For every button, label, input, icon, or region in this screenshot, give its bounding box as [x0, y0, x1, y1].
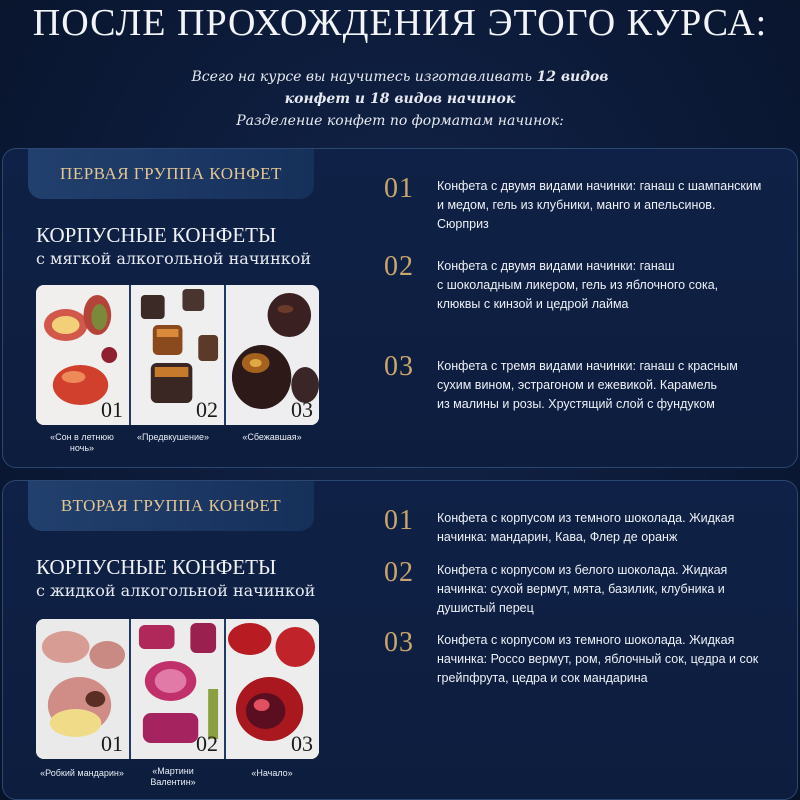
group-1-item-3-text: Конфета с тремя видами начинки: ганаш с красным сухим вином, эстрагоном и ежевикой. Карамель из малины и розы. Хрустящий слой с фундуком: [437, 359, 738, 411]
intro-line-2-bold: конфет и 18 видов начинок: [284, 91, 516, 107]
candy-photo-2-1: [36, 619, 131, 759]
group-1-photo-strip: [36, 285, 319, 425]
group-2-item-1-number: 01: [384, 505, 414, 536]
group-2-item-3-number: 03: [384, 627, 414, 658]
candy-photo-1-3-number: 03: [291, 397, 313, 422]
candy-photo-1-1-number: 01: [101, 397, 123, 422]
candy-photo-2-1-number: 01: [101, 731, 123, 756]
candy-caption-1-2: «Предвкушение»: [136, 432, 210, 442]
candy-photo-2-3-number: 03: [291, 731, 313, 756]
intro-text: [0, 66, 800, 132]
intro-line-2: [0, 88, 800, 110]
intro-line-3: Разделение конфет по форматам начинок:: [236, 113, 564, 129]
group-tab-2: ВТОРАЯ ГРУППА КОНФЕТ: [28, 481, 314, 531]
group-1-title: КОРПУСНЫЕ КОНФЕТЫ: [36, 223, 277, 247]
group-2-item-1-text: Конфета с корпусом из темного шоколада. Жидкая начинка: мандарин, Кава, Флер де оранж: [437, 511, 735, 544]
candy-caption-2-3: «Начало»: [251, 768, 293, 778]
group-card-2: [2, 480, 798, 800]
group-2-photo-strip: [36, 619, 319, 759]
candy-photo-2-3: [226, 619, 319, 759]
candy-caption-2-2: «Мартини Валентин»: [150, 766, 196, 787]
group-1-item-2-number: 02: [384, 251, 414, 282]
group-card-1: [2, 148, 798, 468]
group-1-item-2-text: Конфета с двумя видами начинки: ганаш с шоколадным ликером, гель из яблочного сока, клюквы с кинзой и цедрой лайма: [437, 259, 719, 311]
group-1-item-1-number: 01: [384, 173, 414, 204]
group-tab-1: ПЕРВАЯ ГРУППА КОНФЕТ: [28, 149, 314, 199]
intro-line-1-plain: Всего на курсе вы научитесь изготавливать: [191, 69, 533, 85]
intro-line-1-bold: 12 видов: [536, 69, 609, 85]
candy-photo-1-2-number: 02: [196, 397, 218, 422]
page-heading: ПОСЛЕ ПРОХОЖДЕНИЯ ЭТОГО КУРСА:: [32, 2, 768, 44]
group-2-subtitle: с жидкой алкогольной начинкой: [36, 581, 316, 600]
candy-photo-1-1: [36, 285, 131, 425]
candy-photo-2-2-number: 02: [196, 731, 218, 756]
candy-photo-1-3: [226, 285, 319, 425]
group-2-item-3-text: Конфета с корпусом из темного шоколада. Жидкая начинка: Россо вермут, ром, яблочный сок, цедра и сок грейпфрута, цедра и сок мандарина: [437, 633, 759, 685]
group-1-subtitle: с мягкой алкогольной начинкой: [36, 249, 312, 268]
group-2-item-2-text: Конфета с корпусом из белого шоколада. Жидкая начинка: сухой вермут, мята, базилик, клубника и душистый перец: [437, 563, 728, 615]
intro-line-1: [0, 66, 800, 88]
group-1-item-1-text: Конфета с двумя видами начинки: ганаш с шампанским и медом, гель из клубники, манго и апельсинов. Сюрприз: [437, 179, 762, 231]
group-2-title: КОРПУСНЫЕ КОНФЕТЫ: [36, 555, 277, 579]
group-2-item-2-number: 02: [384, 557, 414, 588]
candy-photo-1-2: [131, 285, 226, 425]
candy-caption-1-3: «Сбежавшая»: [242, 432, 302, 442]
group-1-item-3-number: 03: [384, 351, 414, 382]
candy-caption-2-1: «Робкий мандарин»: [40, 768, 124, 778]
candy-photo-2-2: [131, 619, 226, 759]
candy-caption-1-1: «Сон в летнюю ночь»: [50, 432, 114, 453]
